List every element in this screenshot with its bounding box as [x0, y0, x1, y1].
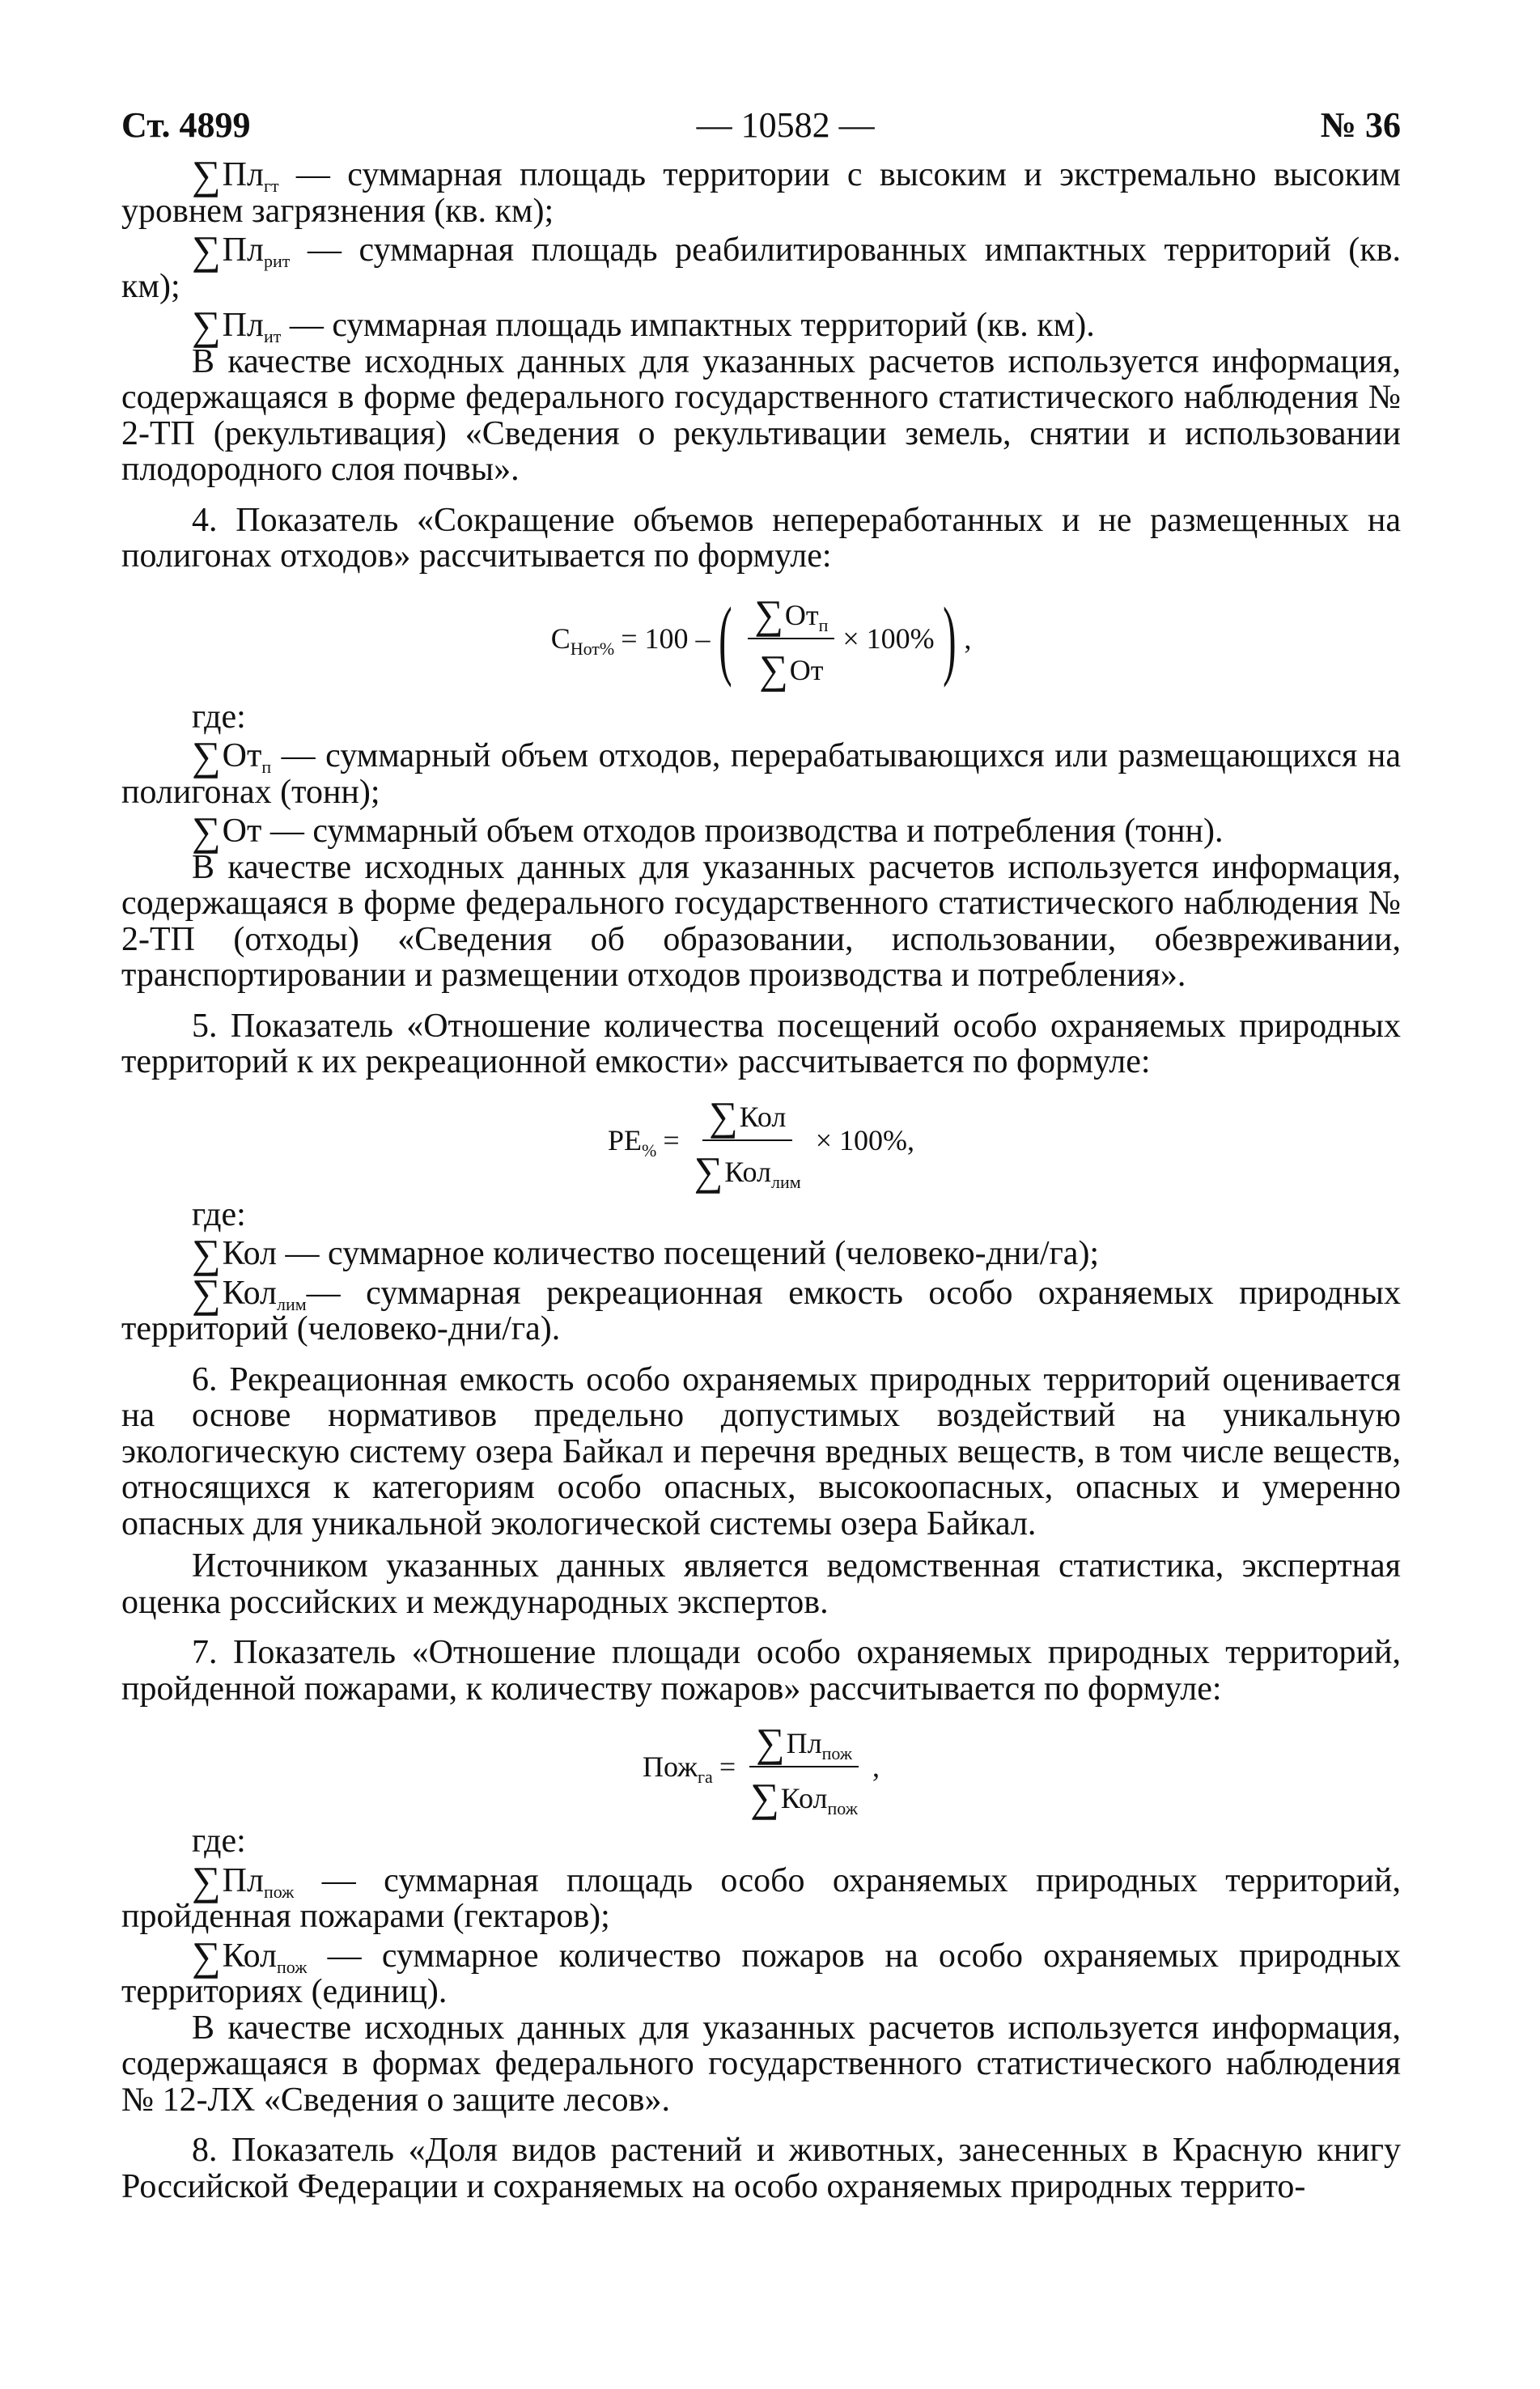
- paragraph-indicator-7: 7. Показатель «Отношение площади особо охраняемых природных территорий, пройденной пожарами, к количеству пожаров» рассчитывается по формуле:: [121, 1634, 1401, 1708]
- paragraph-source-1: В качестве исходных данных для указанных расчетов используется информация, содержащаяся в форме федерального государственного статистического наблюдения № 2-ТП (рекультивация) «Сведения о рекультивации земель, снятии и использовании плодородного слоя почвы».: [121, 342, 1401, 488]
- sigma-symbol: ∑: [192, 227, 221, 273]
- formula-5: $РЕ_{\%}$ = $\frac{\text{∑Кол}}{\sum Кол_{лим}}$ × 100%,: [121, 1092, 1401, 1189]
- page-number: — 10582 —: [696, 105, 875, 145]
- fraction: $\frac{\sum Пл_{пож}}{\sum Кол_{пож}}$: [744, 1716, 864, 1818]
- definition-pl-rit: $\sum Пл_{рит}$ — суммарная площадь реабилитированных импактных территорий (кв. км);: [121, 227, 1401, 305]
- article-number: Ст. 4899: [121, 105, 251, 145]
- left-paren-icon: (: [718, 588, 732, 688]
- definition-kol-pozh: ∑Кол$_{пож}$ — суммарное количество пожаров на особо охраняемых природных территориях (единиц).: [121, 1933, 1401, 2010]
- sigma-symbol: ∑: [192, 152, 221, 197]
- paragraph-source-3: В качестве исходных данных для указанных расчетов используется информация, содержащаяся в формах федерального государственного статистического наблюдения № 12-ЛХ «Сведения о защите лесов».: [121, 2009, 1401, 2119]
- paragraph-indicator-4: 4. Показатель «Сокращение объемов непереработанных и не размещенных на полигонах отходов» рассчитывается по формуле:: [121, 501, 1401, 575]
- definition-ot-p: $\sum От_п$ — суммарный объем отходов, перерабатывающихся или размещающихся на полигонах (тонн);: [121, 733, 1401, 811]
- paragraph-indicator-6: 6. Рекреационная емкость особо охраняемых природных территорий оценивается на основе нормативов предельно допустимых воздействий на уникальную экологическую систему озера Байкал и перечня вредных веществ, в том числе веществ, относящихся к категориям особо опасных, высокоопасных, опасных и умеренно опасных для уникальной экологической системы озера Байкал.: [121, 1360, 1401, 1542]
- issue-number: № 36: [1320, 105, 1401, 145]
- where-label: где:: [192, 1823, 246, 1860]
- where-label: где:: [192, 698, 246, 736]
- paragraph-indicator-5: 5. Показатель «Отношение количества посещений особо охраняемых природных территорий к их рекреационной емкости» рассчитывается по формуле:: [121, 1007, 1401, 1080]
- right-paren-icon: ): [942, 588, 957, 688]
- sigma-symbol: ∑: [192, 303, 221, 348]
- definition-pl-gt: $\sum Пл_{гт}$ — суммарная площадь территории с высоким и экстремально высоким уровнем загрязнения (кв. км);: [121, 152, 1401, 230]
- definition-kol: ∑Кол — суммарное количество посещений (человеко-дни/га);: [192, 1231, 1100, 1276]
- definition-kol-lim: ∑Кол$_{лим}$— суммарная рекреационная емкость особо охраняемых природных территорий (человеко-дни/га).: [121, 1270, 1401, 1347]
- paragraph-source-6: Источником указанных данных является ведомственная статистика, экспертная оценка российских и международных экспертов.: [121, 1547, 1401, 1621]
- fraction: $\frac{\text{∑Кол}}{\sum Кол_{лим}}$: [688, 1089, 808, 1191]
- paragraph-indicator-8: 8. Показатель «Доля видов растений и животных, занесенных в Красную книгу Российской Федерации и сохраняемых на особо охраняемых природных террито-: [121, 2132, 1401, 2205]
- where-label: где:: [192, 1195, 246, 1233]
- formula-7: Пож$_{га}$ = $\frac{\sum Пл_{пож}}{\sum Кол_{пож}}$ ,: [121, 1718, 1401, 1815]
- formula-4: $С_{Нот\%}$ = 100 – ( $\frac{\sum От_п}{\sum От}$ × 100% ) ,: [550, 588, 972, 692]
- definition-pl-it: $\sum Пл_{ит}$ — суммарная площадь импактных территорий (кв. км).: [192, 303, 1095, 348]
- fraction: $\frac{\sum От_п}{\sum От}$: [748, 588, 834, 690]
- definition-ot: ∑От — суммарный объем отходов производства и потребления (тонн).: [192, 808, 1224, 854]
- definition-pl-pozh: $\sum Пл_{пож}$ — суммарная площадь особо охраняемых природных территорий, пройденная пожарами (гектаров);: [121, 1857, 1401, 1935]
- page-header: [121, 104, 1401, 147]
- paragraph-source-2: В качестве исходных данных для указанных расчетов используется информация, содержащаяся в форме федерального государственного статистического наблюдения № 2-ТП (отходы) «Сведения об образовании, использовании, обезвреживании, транспортировании и размещении отходов производства и потребления».: [121, 848, 1401, 994]
